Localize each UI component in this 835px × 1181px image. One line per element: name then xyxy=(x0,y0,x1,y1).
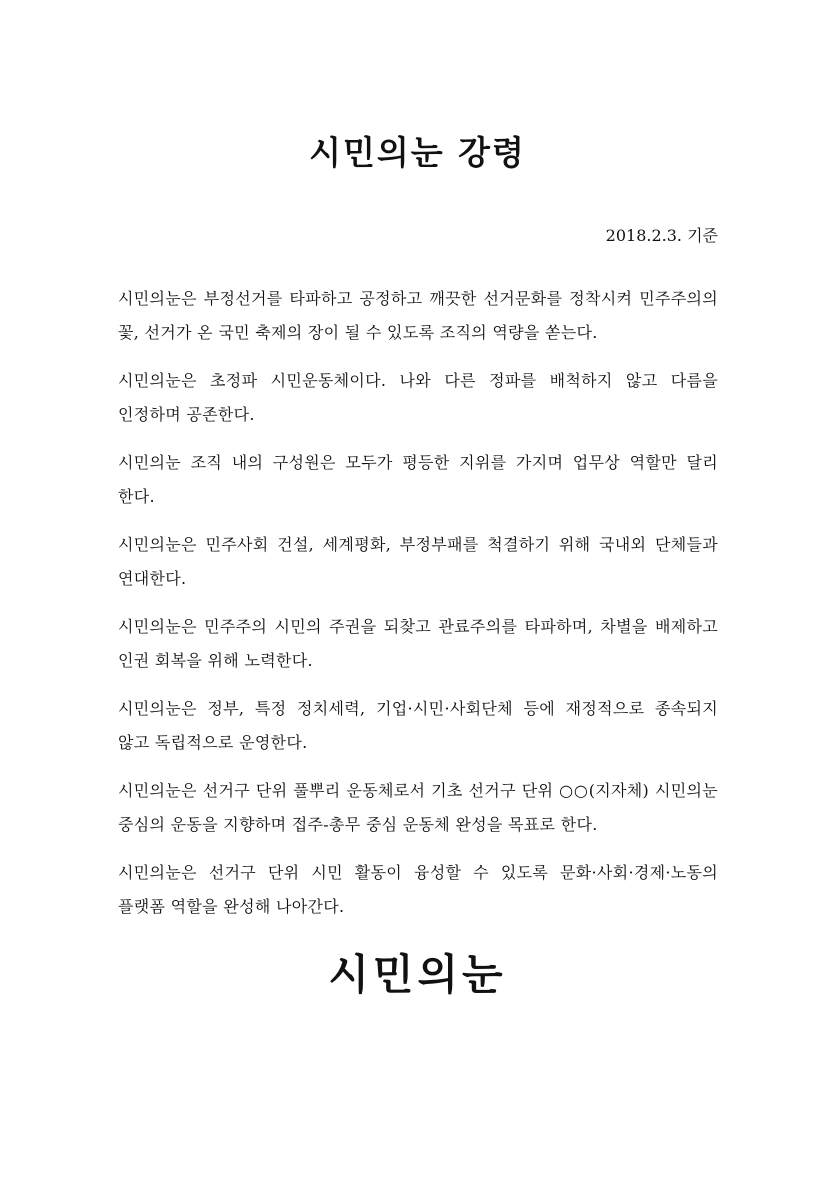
charter-clause: 시민의눈은 민주사회 건설, 세계평화, 부정부패를 척결하기 위해 국내외 단체들과 연대한다. xyxy=(118,535,718,588)
document-title: 시민의눈 강령 xyxy=(309,133,526,172)
charter-clause: 시민의눈은 선거구 단위 풀뿌리 운동체로서 기초 선거구 단위 ○○(지자체) 시민의눈 중심의 운동을 지향하며 접주-총무 중심 운동체 완성을 목표로 한다. xyxy=(118,781,718,834)
charter-clause: 시민의눈은 부정선거를 타파하고 공정하고 깨끗한 선거문화를 정착시켜 민주주의의 꽃, 선거가 온 국민 축제의 장이 될 수 있도록 조직의 역량을 쏟는다. xyxy=(118,289,718,342)
charter-clause: 시민의눈은 선거구 단위 시민 활동이 융성할 수 있도록 문화·사회·경제·노동의 플랫폼 역할을 완성해 나아간다. xyxy=(118,863,718,916)
charter-clause: 시민의눈은 민주주의 시민의 주권을 되찾고 관료주의를 타파하며, 차별을 배제하고 인권 회복을 위해 노력한다. xyxy=(118,617,718,670)
organization-signature: 시민의눈 xyxy=(328,950,507,999)
charter-clause: 시민의눈 조직 내의 구성원은 모두가 평등한 지위를 가지며 업무상 역할만 달리 한다. xyxy=(118,453,718,506)
charter-clause: 시민의눈은 초정파 시민운동체이다. 나와 다른 정파를 배척하지 않고 다름을 인정하며 공존한다. xyxy=(118,371,718,424)
reference-date: 2018.2.3. 기준 xyxy=(605,226,718,245)
charter-clause: 시민의눈은 정부, 특정 정치세력, 기업·시민·사회단체 등에 재정적으로 종속되지 않고 독립적으로 운영한다. xyxy=(118,699,718,752)
charter-clause-list xyxy=(118,282,718,938)
